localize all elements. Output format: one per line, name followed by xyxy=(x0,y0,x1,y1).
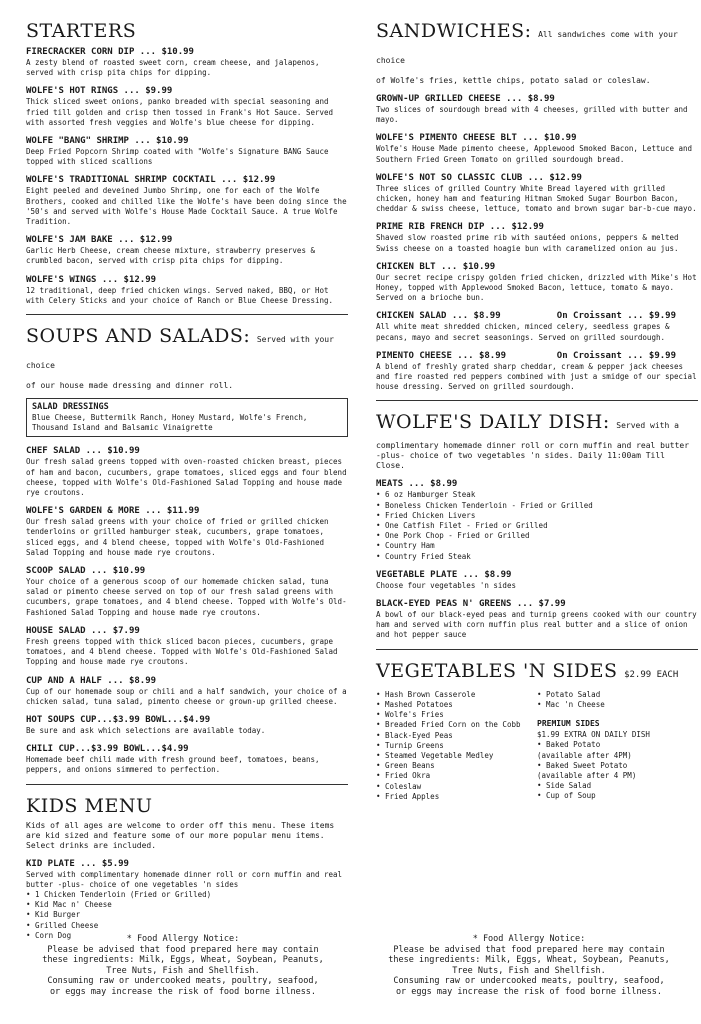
vegetable-plate-item xyxy=(376,569,698,591)
list-item: • Corn Dog xyxy=(26,930,72,940)
menu-item-alt-price: On Croissant ... $9.99 xyxy=(556,350,676,361)
menu-item-name: PIMENTO CHEESE ... $8.99 xyxy=(376,350,507,361)
menu-item-desc: Be sure and ask which selections are available today. xyxy=(26,725,266,735)
daily-title-text: WOLFE'S DAILY DISH: xyxy=(376,411,610,434)
sandwiches-title xyxy=(376,20,698,72)
divider xyxy=(376,400,698,401)
veg-column-2 xyxy=(537,690,697,802)
meats-item xyxy=(376,478,698,561)
list-item: (available after 4 PM) xyxy=(537,770,637,780)
list-item: • Breaded Fried Corn on the Cobb xyxy=(376,720,521,730)
menu-item-title: CHEF SALAD ... $10.99 xyxy=(26,446,140,457)
allergy-notice-right xyxy=(364,934,694,997)
peas-greens-item xyxy=(376,598,698,641)
menu-item-desc: Wolfe's House Made pimento cheese, Applewood Smoked Bacon, Lettuce and Southern Fried Green Tomato on grilled sourdough bread. xyxy=(376,144,693,164)
soups-note: of our house made dressing and dinner roll. xyxy=(26,381,234,391)
list-item: • Potato Salad xyxy=(537,689,601,699)
allergy-line: Consuming raw or undercooked meats, poultry, seafood, xyxy=(47,976,319,986)
menu-item-title: WOLFE'S NOT SO CLASSIC CLUB ... $12.99 xyxy=(376,172,582,183)
right-column xyxy=(376,20,698,802)
menu-item xyxy=(26,675,348,707)
soups-title-text: SOUPS AND SALADS: xyxy=(26,325,251,348)
menu-item-desc: Our secret recipe crispy golden fried chicken, drizzled with Mike's Hot Honey, topped with Applewood Smoked Bacon, lettuce, tomato & mayo. Served on a brioche bun. xyxy=(376,272,697,303)
salad-dressings-list: Blue Cheese, Buttermilk Ranch, Honey Mustard, Wolfe's French, Thousand Island and Balsamic Vinaigrette xyxy=(32,413,308,433)
list-item: • 6 oz Hamburger Steak xyxy=(376,490,476,500)
daily-note: complimentary homemade dinner roll or corn muffin and real butter -plus- choice of two vegetables 'n sides. Daily 11:00am Till Close. xyxy=(376,441,690,471)
peas-greens-desc: A bowl of our black-eyed peas and turnip greens cooked with our country ham and served with corn muffin plus real butter and a slice of onion and hot pepper sauce xyxy=(376,610,697,640)
list-item: • Baked Sweet Potato xyxy=(537,760,628,770)
menu-item-title: PRIME RIB FRENCH DIP ... $12.99 xyxy=(376,222,544,233)
menu-item xyxy=(26,445,348,498)
menu-item xyxy=(376,172,698,215)
menu-item-title: WOLFE'S JAM BAKE ... $12.99 xyxy=(26,235,173,246)
list-item: • Coleslaw xyxy=(376,781,422,791)
menu-item-desc: Shaved slow roasted prime rib with sautéed onions, peppers & melted Swiss cheese on a toasted hoagie bun with caramelized onion au jus. xyxy=(376,233,679,253)
peas-greens-title: BLACK-EYED PEAS N' GREENS ... $7.99 xyxy=(376,599,566,610)
menu-item-title: HOUSE SALAD ... $7.99 xyxy=(26,625,140,636)
menu-item-title: FIRECRACKER CORN DIP ... $10.99 xyxy=(26,47,194,57)
kids-note: Kids of all ages are welcome to order off this menu. These items are kid sized and feature some of our more popular menu items. Select drinks are included. xyxy=(26,820,335,850)
left-column xyxy=(26,20,348,941)
menu-item-title: WOLFE'S GARDEN & MORE ... $11.99 xyxy=(26,506,200,517)
allergy-line: these ingredients: Milk, Eggs, Wheat, Soybean, Peanuts, xyxy=(42,955,324,965)
list-item: • Baked Potato xyxy=(537,740,601,750)
vegetable-plate-desc: Choose four vegetables 'n sides xyxy=(376,580,516,590)
menu-item xyxy=(376,350,698,393)
list-item: • Steamed Vegetable Medley xyxy=(376,750,494,760)
starters-title: STARTERS xyxy=(26,20,137,42)
kid-plate-desc: Served with complimentary homemade dinner roll or corn muffin and real butter -plus- choice of one vegetables 'n sides xyxy=(26,869,343,889)
premium-sides-title: PREMIUM SIDES xyxy=(537,719,600,729)
meats-list xyxy=(376,490,698,561)
daily-title xyxy=(376,411,698,437)
menu-item xyxy=(26,625,348,668)
menu-item xyxy=(376,261,698,304)
veg-title-text: VEGETABLES 'N SIDES xyxy=(376,659,618,682)
veg-title xyxy=(376,660,698,686)
menu-item-desc: Your choice of a generous scoop of our homemade chicken salad, tuna salad or pimento cheese served on top of our fresh salad greens with cucumbers, grape tomatoes, and 4 blend cheese. Topped with Wolfe's Old-Fashioned Salad Topping and house made rye croutons. xyxy=(26,577,347,617)
allergy-line: Consuming raw or undercooked meats, poultry, seafood, xyxy=(393,976,665,986)
list-item: (available after 4PM) xyxy=(537,750,632,760)
menu-item xyxy=(26,234,348,266)
menu-item-title: WOLFE "BANG" SHRIMP ... $10.99 xyxy=(26,136,189,147)
list-item: • 1 Chicken Tenderloin (Fried or Grilled) xyxy=(26,889,212,899)
menu-item-title: WOLFE'S TRADITIONAL SHRIMP COCKTAIL ... $12.99 xyxy=(26,175,276,186)
menu-item xyxy=(26,714,348,736)
list-item: • Country Ham xyxy=(376,541,435,551)
salad-dressings-title: SALAD DRESSINGS xyxy=(32,402,109,413)
menu-item xyxy=(26,46,348,78)
list-item: • Fried Okra xyxy=(376,771,431,781)
menu-item-title: CUP AND A HALF ... $8.99 xyxy=(26,675,157,686)
menu-item-alt-price: On Croissant ... $9.99 xyxy=(556,311,676,322)
menu-item-desc: Garlic Herb Cheese, cream cheese mixture, strawberry preserves & crumbled bacon, served with crisp pita chips for dipping. xyxy=(26,246,315,266)
menu-item-title xyxy=(376,350,676,362)
menu-item-title: CHILI CUP...$3.99 BOWL...$4.99 xyxy=(26,744,189,755)
divider xyxy=(26,784,348,785)
menu-item-title: WOLFE'S WINGS ... $12.99 xyxy=(26,274,157,285)
sandwiches-title-text: SANDWICHES: xyxy=(376,20,532,42)
menu-item xyxy=(26,85,348,128)
menu-item-desc: Homemade beef chili made with fresh ground beef, tomatoes, beans, peppers, and onions simmered to perfection. xyxy=(26,755,320,775)
salad-dressings-box xyxy=(26,398,348,437)
allergy-line: Please be advised that food prepared here may contain xyxy=(393,944,665,955)
meats-title: MEATS ... $8.99 xyxy=(376,479,458,490)
list-item: • Wolfe's Fries xyxy=(376,710,444,720)
menu-item-desc: A zesty blend of roasted sweet corn, cream cheese, and jalapenos, served with crisp pita chips for dipping. xyxy=(26,58,320,78)
list-item: • Turnip Greens xyxy=(376,740,444,750)
menu-item-title: WOLFE'S HOT RINGS ... $9.99 xyxy=(26,86,173,97)
menu-item xyxy=(376,93,698,125)
veg-list-1 xyxy=(376,690,531,802)
divider xyxy=(376,649,698,650)
menu-item-desc: Our fresh salad greens with your choice of fried or grilled chicken tenderloins or grilled hamburger steak, cucumbers, grape tomatoes, sliced eggs, and 4 blend cheese, topped with Wolfe's Old-Fashioned Salad Topping and house made rye croutons. xyxy=(26,517,329,557)
menu-item xyxy=(26,565,348,618)
menu-item-desc: Eight peeled and deveined Jumbo Shrimp, one for each of the Wolfe Brothers, cooked and chilled like the Wolfe's have been doing since the '50's and served with Wolfe's House Made Cocktail Sauce. A true Wolfe Tradition. xyxy=(26,186,347,227)
list-item: • One Catfish Filet - Fried or Grilled xyxy=(376,521,548,531)
divider xyxy=(26,314,348,315)
list-item: • Kid Mac n' Cheese xyxy=(26,900,112,910)
veg-price: $2.99 EACH xyxy=(624,669,679,680)
menu-item-title: WOLFE'S PIMENTO CHEESE BLT ... $10.99 xyxy=(376,133,577,144)
kid-plate-title: KID PLATE ... $5.99 xyxy=(26,858,129,869)
menu-item xyxy=(376,132,698,164)
list-item: • Side Salad xyxy=(537,781,592,791)
soups-list xyxy=(26,445,348,775)
list-item: • Mashed Potatoes xyxy=(376,699,453,709)
menu-item-name: CHICKEN SALAD ... $8.99 xyxy=(376,311,501,322)
menu-item-desc: 12 traditional, deep fried chicken wings. Served naked, BBQ, or Hot with Celery Sticks and your choice of Ranch or Blue Cheese Dressing. xyxy=(26,285,334,305)
menu-item-desc: Fresh greens topped with thick sliced bacon pieces, cucumbers, grape tomatoes, and 4 blend cheese. Topped with Wolfe's Old-Fashioned Salad Topping and house made rye croutons. xyxy=(26,636,338,667)
menu-item-title xyxy=(376,310,676,322)
list-item: • Black-Eyed Peas xyxy=(376,730,453,740)
allergy-line: these ingredients: Milk, Eggs, Wheat, Soybean, Peanuts, xyxy=(388,955,670,965)
menu-item-desc: Two slices of sourdough bread with 4 cheeses, grilled with butter and mayo. xyxy=(376,105,688,125)
starters-list xyxy=(26,46,348,306)
sandwiches-list xyxy=(376,93,698,392)
menu-item-desc: Deep Fried Popcorn Shrimp coated with "Wolfe's Signature BANG Sauce topped with sliced scallions xyxy=(26,147,329,167)
menu-item-title: GROWN-UP GRILLED CHEESE ... $8.99 xyxy=(376,94,555,104)
allergy-notice-left xyxy=(18,934,348,997)
allergy-line: or eggs may increase the risk of food borne illness. xyxy=(49,986,317,997)
list-item: • Mac 'n Cheese xyxy=(537,699,605,709)
list-item: • Boneless Chicken Tenderloin - Fried or Grilled xyxy=(376,500,593,510)
kids-title: KIDS MENU xyxy=(26,794,153,817)
menu-item xyxy=(26,505,348,558)
allergy-line: Please be advised that food prepared here may contain xyxy=(47,944,319,955)
list-item: • Fried Chicken Livers xyxy=(376,510,476,520)
daily-title-note: Served with a xyxy=(616,421,679,431)
vegetable-plate-title: VEGETABLE PLATE ... $8.99 xyxy=(376,569,512,580)
soups-title-note: Served with your choice xyxy=(26,335,334,371)
menu-item-desc: All white meat shredded chicken, minced celery, seedless grapes & pecans, mayo and secret seasonings. Served on grilled sourdough. xyxy=(376,322,670,342)
list-item: • Country Fried Steak xyxy=(376,551,471,561)
veg-list-2 xyxy=(537,690,697,710)
allergy-title: * Food Allergy Notice: xyxy=(126,934,240,944)
allergy-line: Tree Nuts, Fish and Shellfish. xyxy=(106,965,260,976)
menu-item-desc: Thick sliced sweet onions, panko breaded with special seasoning and fried till golden and crisp then tossed in Frank's Hot Sauce. Served with assorted fresh veggies and Wolfe's blue cheese for dipping. xyxy=(26,97,334,127)
menu-item xyxy=(376,221,698,253)
list-item: • Cup of Soup xyxy=(537,791,596,801)
list-item: • Grilled Cheese xyxy=(26,920,99,930)
menu-item xyxy=(26,174,348,227)
list-item: • One Pork Chop - Fried or Grilled xyxy=(376,531,530,541)
menu-item-desc: A blend of freshly grated sharp cheddar, cream & pepper jack cheeses and fire roasted red peppers combined with just a smidge of our special house dressing. Served on grilled sourdough. xyxy=(376,361,697,392)
menu-item-desc: Three slices of grilled Country White Bread layered with grilled chicken, honey ham and featuring Hitman Smoked Sugar Bourbon Bacon, cheddar & swiss cheese, lettuce, tomato and brown sugar bar-b-cue mayo. xyxy=(376,183,697,214)
menu-item-desc: Cup of our homemade soup or chili and a half sandwich, your choice of a chicken salad, tuna salad, pimento cheese or grown-up grilled cheese. xyxy=(26,686,347,706)
list-item: • Green Beans xyxy=(376,761,435,771)
menu-item-title: SCOOP SALAD ... $10.99 xyxy=(26,566,146,577)
sandwiches-title-note: All sandwiches come with your choice xyxy=(376,30,678,65)
allergy-line: Tree Nuts, Fish and Shellfish. xyxy=(452,965,606,976)
menu-item-title: HOT SOUPS CUP...$3.99 BOWL...$4.99 xyxy=(26,714,211,725)
veg-columns xyxy=(376,690,698,802)
menu-item xyxy=(376,310,698,342)
menu-item-title: CHICKEN BLT ... $10.99 xyxy=(376,261,496,272)
menu-item xyxy=(26,274,348,306)
menu-item-desc: Our fresh salad greens topped with oven-roasted chicken breast, pieces of ham and bacon, cucumbers, grape tomatoes, sliced eggs and four blend cheese, topped with Wolfe's Old-Fashioned Salad Topping and house made rye croutons. xyxy=(26,457,347,498)
menu-item xyxy=(26,743,348,775)
allergy-line: or eggs may increase the risk of food borne illness. xyxy=(395,986,663,997)
premium-sides-list xyxy=(537,740,697,801)
list-item: • Fried Apples xyxy=(376,791,440,801)
list-item: • Hash Brown Casserole xyxy=(376,689,476,699)
list-item: • Kid Burger xyxy=(26,910,81,920)
allergy-title: * Food Allergy Notice: xyxy=(472,934,586,944)
menu-item xyxy=(26,135,348,167)
sandwiches-note: of Wolfe's fries, kettle chips, potato salad or coleslaw. xyxy=(376,76,651,85)
soups-title xyxy=(26,325,348,377)
premium-sides-price: $1.99 EXTRA ON DAILY DISH xyxy=(537,730,650,740)
